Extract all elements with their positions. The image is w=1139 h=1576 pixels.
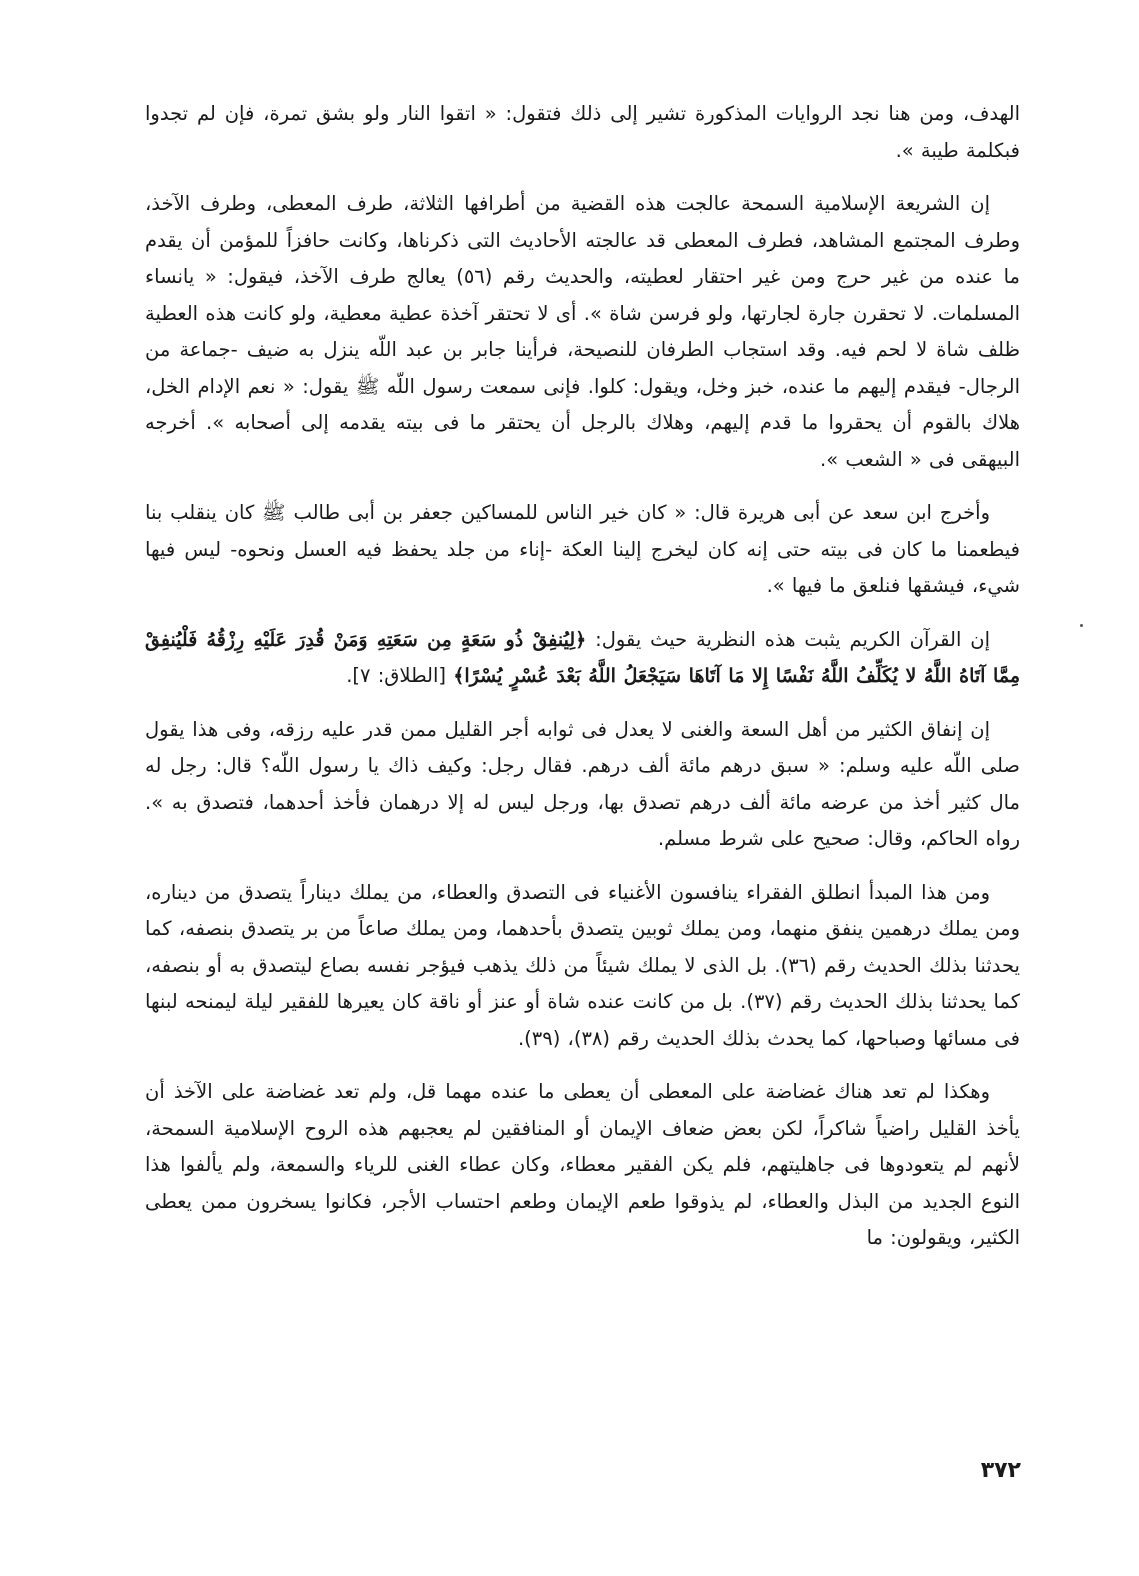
page-number: ٣٧٢ — [980, 1458, 1021, 1483]
quran-verse: ﴿لِيُنفِقْ ذُو سَعَةٍ مِن سَعَتِهِ وَمَنْ قُدِرَ عَلَيْهِ رِزْقُهُ فَلْيُنفِقْ مِمَّا آتَاهُ اللَّهُ لا يُكَلِّفُ اللَّهُ نَفْسًا إِلا مَا آتَاهَا سَيَجْعَلُ اللَّهُ بَعْدَ عُسْرٍ يُسْرًا﴾ — [145, 628, 1020, 687]
quran-paragraph — [145, 622, 1020, 695]
body-text — [145, 96, 1020, 1274]
paragraph-3: وأخرج ابن سعد عن أبى هريرة قال: « كان خير الناس للمساكين جعفر بن أبى طالب ﷺ كان ينقلب بنا فيطعمنا ما كان فى بيته حتى إنه كان ليخرج إلينا العكة -إناء من جلد يحفظ فيه العسل ونحوه- ليس فيها شيء، فيشقها فنلعق ما فيها ». — [145, 501, 1020, 597]
paragraph-6: ومن هذا المبدأ انطلق الفقراء ينافسون الأغنياء فى التصدق والعطاء، من يملك ديناراً يتصدق من ديناره، ومن يملك درهمين ينفق منهما، ومن يملك ثوبين يتصدق بأحدهما، ومن يملك صاعاً من بر يتصدق بنصفه، كما يحدثنا بذلك الحديث رقم (٣٦). بل الذى لا يملك شيئاً من ذلك يذهب فيؤجر نفسه بصاع ليتصدق به أو بنصفه، كما يحدثنا بذلك الحديث رقم (٣٧). بل من كانت عنده شاة أو عنز أو ناقة كان يعيرها للفقير ليلة ليمنحه لبنها فى مسائها وصباحها، كما يحدث بذلك الحديث رقم (٣٨)، (٣٩). — [145, 880, 1020, 1050]
quran-intro: إن القرآن الكريم يثبت هذه النظرية حيث يقول: — [586, 627, 990, 651]
paragraph-1: الهدف، ومن هنا نجد الروايات المذكورة تشير إلى ذلك فتقول: « اتقوا النار ولو بشق تمرة، فإن لم تجدوا فبكلمة طيبة ». — [145, 102, 1020, 162]
margin-mark — [1080, 624, 1083, 627]
paragraph-5: إن إنفاق الكثير من أهل السعة والغنى لا يعدل فى ثوابه أجر القليل ممن قدر عليه رزقه، وفى هذا يقول صلى اللّه عليه وسلم: « سبق درهم مائة ألف درهم. فقال رجل: وكيف ذاك يا رسول اللّه؟ قال: رجل له مال كثير أخذ من عرضه مائة ألف درهم تصدق بها، ورجل ليس له إلا درهمان فأخذ أحدهما، فتصدق به ». رواه الحاكم، وقال: صحيح على شرط مسلم. — [145, 717, 1020, 850]
paragraph-7: وهكذا لم تعد هناك غضاضة على المعطى أن يعطى ما عنده مهما قل، ولم تعد غضاضة على الآخذ أن يأخذ القليل راضياً شاكراً، لكن بعض ضعاف الإيمان أو المنافقين لم يعجبهم هذه الروح الإسلامية السمحة، لأنهم لم يتعودوها فى جاهليتهم، فلم يكن الفقير معطاء، وكان عطاء الغنى للرياء والسمعة، ولم يألفوا هذا النوع الجديد من البذل والعطاء، لم يذوقوا طعم الإيمان وطعم احتساب الأجر، فكانوا يسخرون ممن يعطى الكثير، ويقولون: ما — [145, 1080, 1020, 1249]
paragraph-2: إن الشريعة الإسلامية السمحة عالجت هذه القضية من أطرافها الثلاثة، طرف المعطى، وطرف الآخذ، وطرف المجتمع المشاهد، فطرف المعطى قد عالجته الأحاديث التى ذكرناها، وكانت حافزاً للمؤمن أن يقدم ما عنده من غير حرج ومن غير احتقار لعطيته، والحديث رقم (٥٦) يعالج طرف الآخذ، فيقول: « يانساء المسلمات. لا تحقرن جارة لجارتها، ولو فرسن شاة ». أى لا تحتقر آخذة عطية معطية، ولو كانت هذه العطية ظلف شاة لا لحم فيه. وقد استجاب الطرفان للنصيحة، فرأينا جابر بن عبد اللّه ينزل به ضيف -جماعة من الرجال- فيقدم إليهم ما عنده، خبز وخل، ويقول: كلوا. فإنى سمعت رسول اللّه ﷺ يقول: « نعم الإدام الخل، هلاك بالقوم أن يحقروا ما قدم إليهم، وهلاك بالرجل أن يحتقر ما فى بيته يقدمه إلى أصحابه ». أخرجه البيهقى فى « الشعب ». — [145, 192, 1020, 471]
quran-citation: [الطلاق: ٧]. — [346, 664, 447, 687]
